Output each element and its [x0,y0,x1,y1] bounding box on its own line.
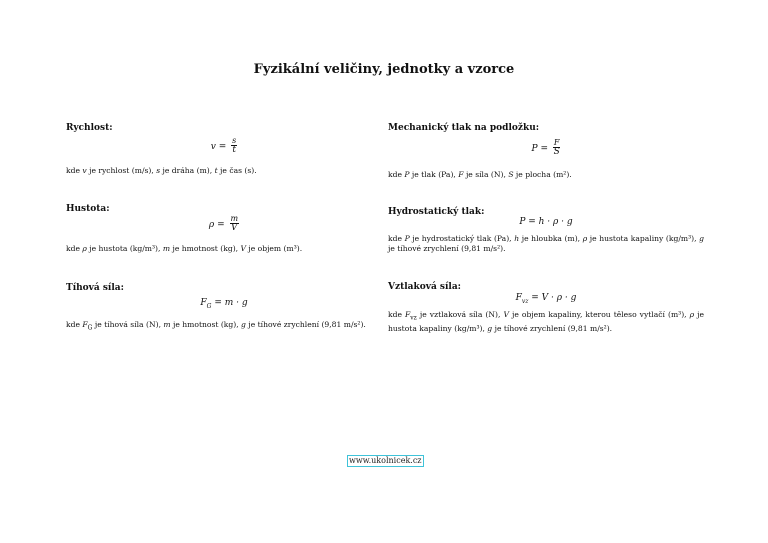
desc-text: je hydrostatický tlak (Pa), [409,234,515,243]
desc-var: g [699,234,705,243]
formula-rychlost [66,137,382,156]
desc-var: m [163,320,171,329]
formula-hydrostaticky-tlak [388,217,704,227]
desc-text: je hustota (kg/m³), [86,244,163,253]
desc-var: ρ [582,234,588,243]
heading-vztlakova-sila: Vztlaková síla: [388,282,461,292]
desc-var: h [514,234,520,243]
formula-lhs: ρ [208,219,215,230]
desc-var: P [404,170,410,179]
desc-tihova-sila [66,320,390,334]
desc-text: je dráha (m), [160,166,215,175]
desc-text: je hmotnost (kg), [170,244,241,253]
heading-hydrostaticky-tlak: Hydrostatický tlak: [388,207,485,217]
desc-hydrostaticky-tlak [388,234,704,254]
formula-hustota [66,215,382,234]
desc-text: je rychlost (m/s), [86,166,157,175]
formula-lhs: F [515,293,522,303]
heading-mechanicky-tlak: Mechanický tlak na podložku: [388,123,540,133]
desc-var: ρ [689,310,695,319]
desc-mechanicky-tlak [388,170,704,180]
desc-var: g [487,323,493,333]
desc-var: F [405,310,411,319]
footer-website-link[interactable]: www.ukolnicek.cz [349,456,422,465]
desc-var: ρ [82,244,87,253]
desc-text: kde [388,310,405,319]
desc-var: V [240,244,246,253]
fraction-numerator: F [553,138,560,147]
desc-text: je tíhové zrychlení (9,81 m/s²). [245,320,366,329]
formula-expression: P = h · ρ · g [519,217,573,227]
desc-text: je tíhové zrychlení (9,81 m/s²). [388,244,506,253]
desc-text: je hmotnost (kg), [170,320,242,329]
desc-var: g [241,320,246,329]
desc-text: je hloubka (m), [519,234,583,243]
desc-text: je hustota kapaliny (kg/m³), [388,310,704,333]
formula-mechanicky-tlak [388,139,704,158]
fraction-numerator: m [230,214,239,223]
desc-var-subscript: vz [410,314,417,322]
formula-eq: = [217,219,225,230]
formula-rhs: = m · g [214,298,248,308]
formula-lhs-subscript: G [206,302,212,310]
formula-tihova-sila [66,298,382,310]
formula-lhs-subscript: vz [521,297,529,305]
heading-hustota: Hustota: [66,204,110,214]
desc-text: je tíhové zrychlení (9,81 m/s²). [492,323,613,333]
desc-var: t [214,166,218,175]
desc-var: s [156,166,161,175]
desc-text: kde [388,234,405,243]
desc-hustota [66,244,382,254]
formula-eq: = [540,143,549,154]
desc-text: je hustota kapaliny (kg/m³), [587,234,700,243]
desc-var: F [82,320,88,329]
fraction [231,137,237,156]
formula-lhs: F [200,298,207,308]
fraction [553,139,561,158]
desc-text: kde [66,166,83,175]
fraction-numerator: s [232,136,237,145]
heading-rychlost: Rychlost: [66,123,113,133]
fraction-denominator: t [232,145,236,156]
desc-var: V [503,310,509,319]
formula-eq: = [218,141,227,152]
desc-text: je síla (N), [463,170,509,179]
desc-rychlost [66,166,382,176]
desc-text: je tlak (Pa), [409,170,459,179]
desc-var: m [162,244,171,253]
desc-var-subscript: G [87,324,93,332]
desc-text: je čas (s). [217,166,257,175]
desc-text: je objem kapaliny, kterou těleso vytlačí (m³), [508,310,690,319]
fraction [230,215,240,234]
formula-lhs: P [531,143,538,154]
desc-var: S [508,170,514,179]
formula-lhs: v [210,141,216,152]
desc-text: je tíhová síla (N), [92,320,164,329]
desc-text: je objem (m³). [245,244,303,253]
desc-var: F [458,170,464,179]
desc-text: je vztlaková síla (N), [416,310,504,319]
desc-text: kde [66,244,83,253]
page-title: Fyzikální veličiny, jednotky a vzorce [253,62,515,77]
fraction-denominator: S [553,147,560,158]
desc-text: kde [388,170,405,179]
formula-rhs: = V · ρ · g [531,293,577,303]
desc-var: v [82,166,87,175]
desc-vztlakova-sila [388,310,704,334]
heading-tihova-sila: Tíhová síla: [66,283,124,293]
formula-vztlakova-sila [388,293,704,305]
desc-text: kde [66,320,83,329]
desc-text: je plocha (m²). [513,170,572,179]
desc-var: P [404,234,410,243]
fraction-denominator: V [231,223,238,234]
